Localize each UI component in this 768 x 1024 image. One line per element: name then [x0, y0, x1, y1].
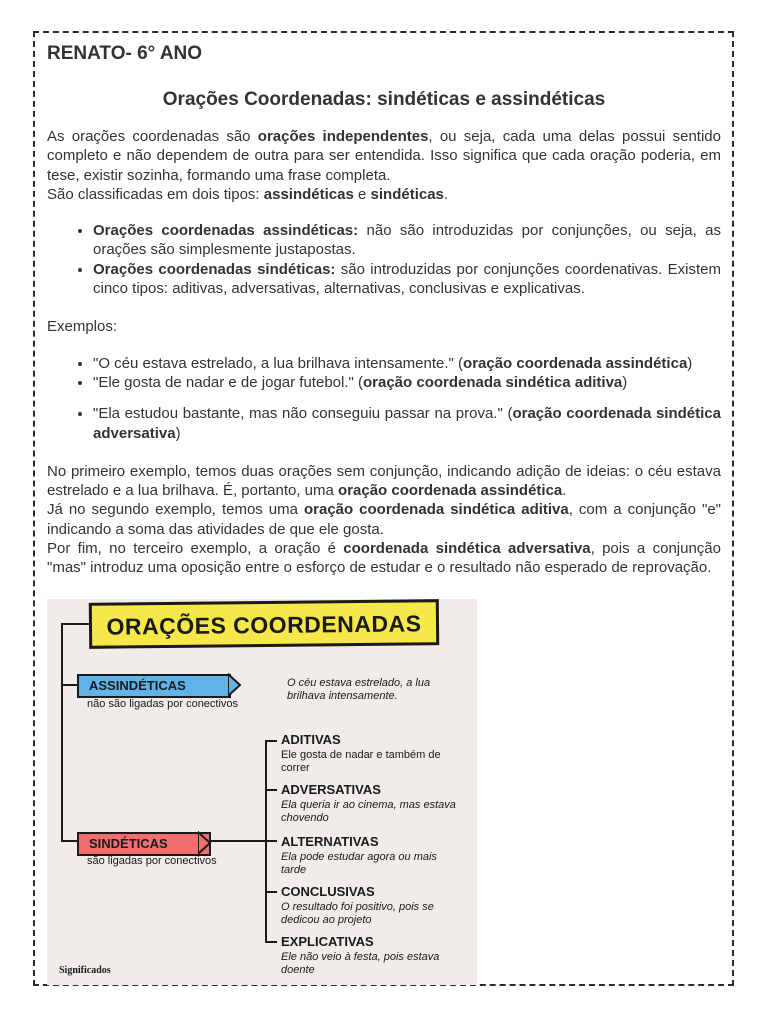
- text: , com a conjunção "e" indicando a soma das atividades de que ele gosta.: [47, 501, 721, 538]
- infographic-banner: [89, 599, 439, 649]
- arrow-right-icon: [228, 673, 242, 697]
- infographic: [47, 599, 477, 985]
- text: São classificadas em dois tipos:: [47, 185, 264, 203]
- connector-line: [61, 684, 77, 686]
- bold-text: sindéticas: [370, 185, 444, 203]
- connector-line: [265, 789, 277, 791]
- examples-list: [47, 354, 721, 393]
- bold-text: oração coordenada sindética adversativa: [93, 405, 721, 442]
- connector-line: [61, 623, 63, 841]
- list-item: [93, 221, 721, 260]
- category-example: Ele gosta de nadar e também de correr: [281, 749, 441, 774]
- brand-logo-text: Significados: [59, 965, 111, 976]
- page-title: Orações Coordenadas: sindéticas e assindéticas: [162, 89, 606, 110]
- connector-line: [265, 840, 277, 842]
- category-example: O resultado foi positivo, pois se dedicou ao projeto: [281, 901, 434, 926]
- assindeticas-tag: ASSINDÉTICAS: [77, 674, 231, 698]
- connector-line: [61, 623, 91, 625]
- sindeticas-desc: são ligadas por conectivos: [87, 855, 217, 867]
- sindeticas-tag: SINDÉTICAS: [77, 832, 211, 856]
- text: , ou seja, cada uma delas possui sentido completo e não dependem de outra para ser entendida. Isso significa que cada oração poderia, em tese, existir sozinha, formando uma frase completa.: [47, 128, 721, 184]
- list-item: [93, 404, 721, 443]
- text: ): [622, 373, 628, 391]
- category-aditivas: ADITIVAS: [281, 732, 341, 747]
- intro-paragraph: [47, 127, 721, 185]
- bold-text: oração coordenada assindética: [463, 354, 688, 372]
- category-example: Ela queria ir ao cinema, mas estava chovendo: [281, 799, 456, 824]
- bold-text: Orações coordenadas assindéticas:: [93, 222, 359, 240]
- list-item: [93, 260, 721, 299]
- text: são introduzidas por conjunções coordenativas. Existem cinco tipos: aditivas, adversativas, alternativas, conclusivas e explicativas.: [93, 260, 721, 298]
- examples-label: Exemplos:: [47, 318, 118, 336]
- text: "Ela estudou bastante, mas não conseguiu passar na prova." (: [93, 405, 513, 423]
- bold-text: oração coordenada sindética aditiva: [363, 373, 623, 391]
- examples-list: [47, 404, 721, 443]
- text: As orações coordenadas são: [47, 128, 258, 145]
- text: Já no segundo exemplo, temos uma: [47, 501, 304, 519]
- bold-text: orações independentes: [257, 128, 429, 145]
- arrow-right-icon: [198, 831, 212, 855]
- connector-line: [265, 941, 277, 943]
- connector-line: [61, 840, 77, 842]
- text: Por fim, no terceiro exemplo, a oração é: [47, 540, 344, 558]
- text: "Ele gosta de nadar e de jogar futebol." (: [93, 373, 363, 391]
- bold-text: oração coordenada assindética: [338, 482, 563, 500]
- text: .: [443, 185, 449, 203]
- explanation-paragraph: [47, 462, 721, 501]
- types-intro: [47, 185, 721, 204]
- text: .: [562, 482, 567, 500]
- explanation-paragraph: [47, 500, 721, 539]
- banner-title: ORAÇÕES COORDENADAS: [106, 610, 422, 640]
- explanation-paragraph: [47, 539, 721, 578]
- assindeticas-desc: não são ligadas por conectivos: [87, 698, 239, 710]
- list-item: [93, 354, 721, 373]
- connector-line: [265, 740, 277, 742]
- text: não são introduzidas por conjunções, ou seja, as orações são simplesmente justapostas.: [93, 222, 721, 259]
- bold-text: assindéticas: [263, 185, 354, 203]
- types-list: [47, 221, 721, 298]
- text: "O céu estava estrelado, a lua brilhava intensamente." (: [93, 354, 464, 372]
- category-conclusivas: CONCLUSIVAS: [281, 884, 375, 899]
- text: No primeiro exemplo, temos duas orações sem conjunção, indicando adição de ideias: o céu estava estrelado e a lua brilhava. É, portanto, uma: [47, 462, 721, 500]
- list-item: [93, 373, 721, 392]
- text: ): [687, 354, 693, 372]
- bold-text: coordenada sindética adversativa: [343, 540, 591, 558]
- text: , pois a conjunção "mas" introduz uma oposição entre o esforço de estudar e o resultado não esperado de reprovação.: [47, 540, 721, 577]
- text: e: [353, 185, 371, 203]
- student-header: RENATO- 6° ANO: [47, 43, 203, 64]
- category-adversativas: ADVERSATIVAS: [281, 782, 381, 797]
- connector-line: [207, 840, 265, 842]
- bold-text: oração coordenada sindética aditiva: [303, 501, 569, 519]
- connector-line: [265, 891, 277, 893]
- bold-text: Orações coordenadas sindéticas:: [93, 260, 336, 278]
- assindeticas-example: O céu estava estrelado, a lua brilhava intensamente.: [287, 677, 431, 702]
- category-alternativas: ALTERNATIVAS: [281, 834, 379, 849]
- category-example: Ele não veio à festa, pois estava doente: [281, 951, 440, 976]
- category-explicativas: EXPLICATIVAS: [281, 934, 374, 949]
- category-example: Ela pode estudar agora ou mais tarde: [281, 851, 437, 876]
- text: ): [175, 424, 181, 442]
- document-body: [47, 42, 721, 578]
